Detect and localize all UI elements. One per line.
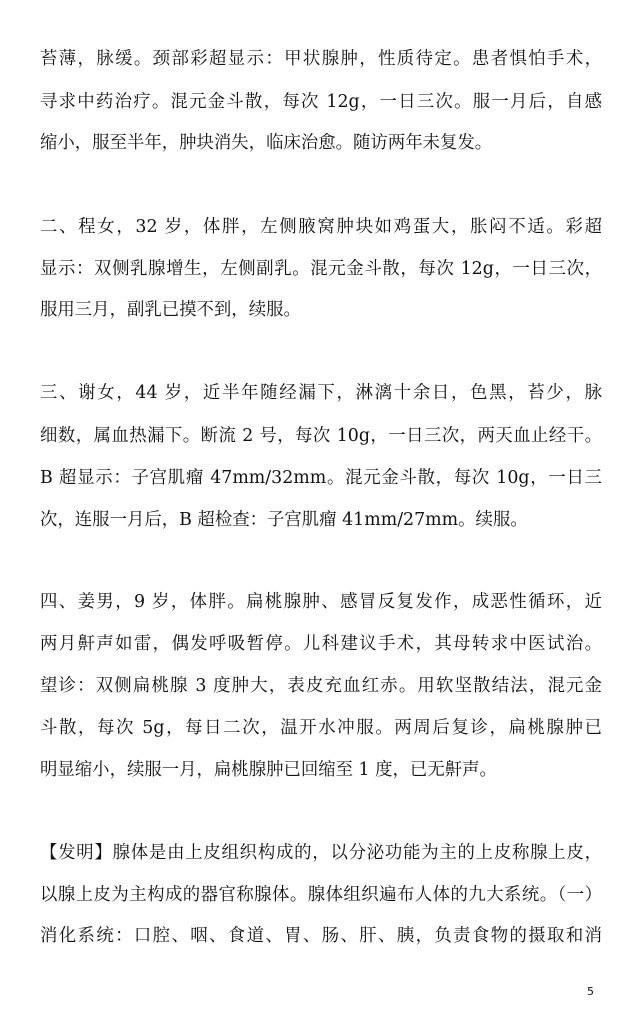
text-line: 服用三月，副乳已摸不到，续服。 <box>40 300 301 320</box>
text-line: 明显缩小，续服一月，扁桃腺肿已回缩至 1 度，已无鼾声。 <box>40 760 497 780</box>
page-number: 5 <box>587 985 594 998</box>
text-line: 三、谢女，44 岁，近半年随经漏下，淋漓十余日，色黑，苔少，脉 <box>40 383 602 403</box>
text-line: 细数，属血热漏下。断流 2 号，每次 10g，一日三次，两天血止经干。 <box>40 426 602 446</box>
text-line: 次，连服一月后，B 超检查：子宫肌瘤 41mm/27mm。续服。 <box>40 510 528 530</box>
text-line: 寻求中药治疗。混元金斗散，每次 12g，一日三次。服一月后，自感 <box>40 92 602 112</box>
text-line: 显示：双侧乳腺增生，左侧副乳。混元金斗散，每次 12g，一日三次， <box>40 259 602 279</box>
text-line: 以腺上皮为主构成的器官称腺体。腺体组织遍布人体的九大系统。（一） <box>40 885 602 905</box>
text-line: 二、程女，32 岁，体胖，左侧腋窝肿块如鸡蛋大，胀闷不适。彩超 <box>40 217 602 237</box>
text-line: 斗散，每次 5g，每日二次，温开水冲服。两周后复诊，扁桃腺肿已 <box>40 718 602 738</box>
text-line: 缩小，服至半年，肿块消失，临床治愈。随访两年未复发。 <box>40 133 493 153</box>
text-line: 望诊：双侧扁桃腺 3 度肿大，表皮充血红赤。用软坚散结法，混元金 <box>40 676 602 696</box>
text-line: 两月鼾声如雷，偶发呼吸暂停。儿科建议手术，其母转求中医试治。 <box>40 634 602 654</box>
text-line: 苔薄，脉缓。颈部彩超显示：甲状腺肿，性质待定。患者惧怕手术， <box>40 49 602 69</box>
text-line: 消化系统：口腔、咽、食道、胃、肠、肝、胰，负责食物的摄取和消 <box>40 926 602 946</box>
text-line: B 超显示：子宫肌瘤 47mm/32mm。混元金斗散，每次 10g，一日三 <box>40 468 602 488</box>
text-line: 四、姜男，9 岁，体胖。扁桃腺肿、感冒反复发作，成恶性循环，近 <box>40 592 602 612</box>
text-line: 【发明】腺体是由上皮组织构成的，以分泌功能为主的上皮称腺上皮， <box>40 843 602 863</box>
